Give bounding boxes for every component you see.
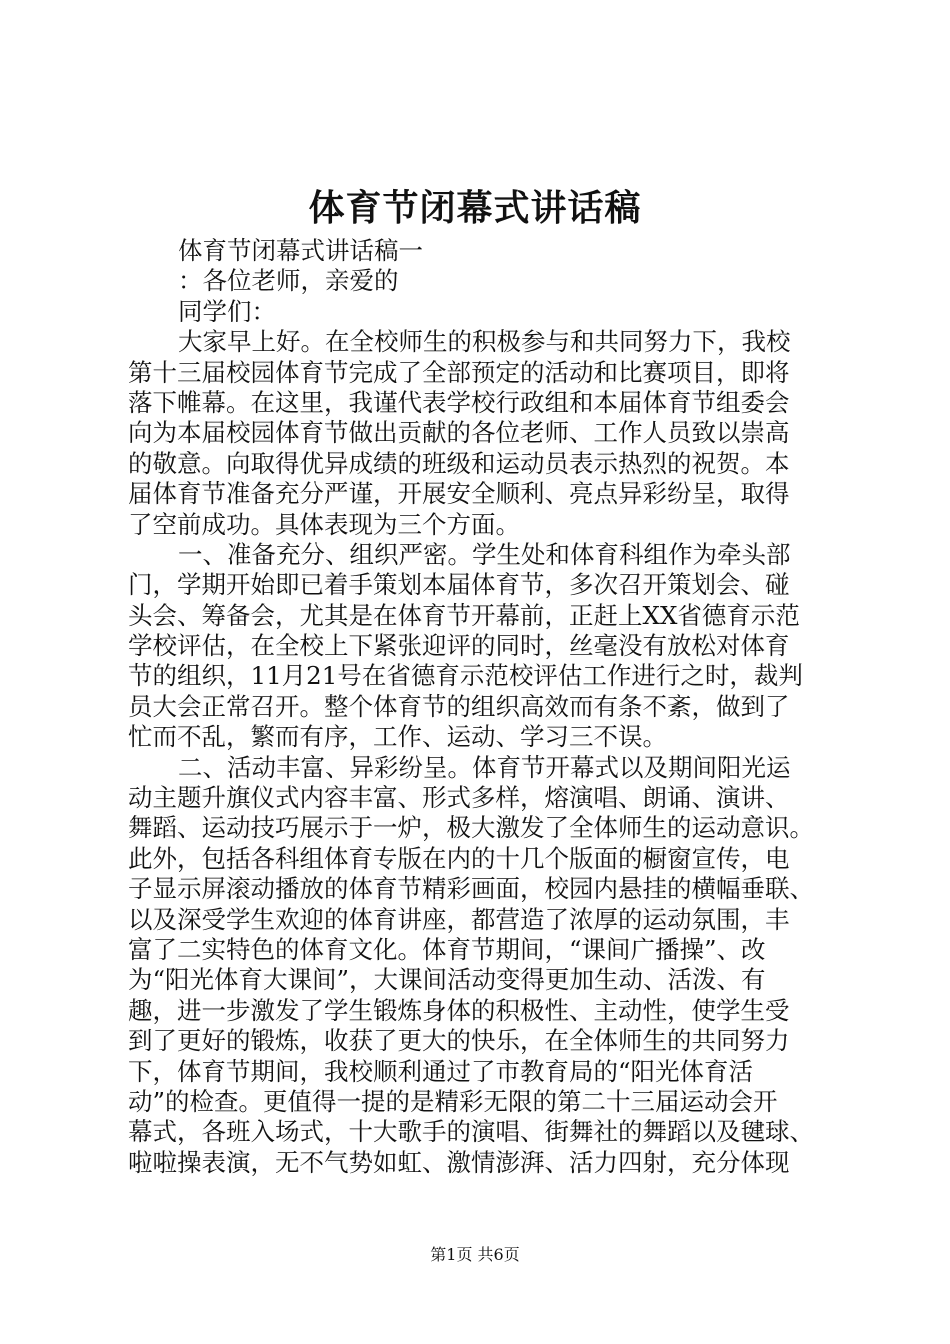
document-body [128,236,832,1178]
text-line: 同学们： [178,296,276,326]
text-line: 忙而不乱，繁而有序，工作、运动、学习三不误。 [128,722,667,752]
text-line: 动主题升旗仪式内容丰富、形式多样，熔演唱、朗诵、演讲、 [128,783,790,813]
text-line: 幕式，各班入场式，十大歌手的演唱、街舞社的舞蹈以及毽球、 [128,1117,814,1147]
text-line: 头会、筹备会，尤其是在体育节开幕前，正赶上XX省德育示范 [128,600,800,630]
text-line: 节的组织，11月21号在省德育示范校评估工作进行之时，裁判 [128,661,803,691]
text-line: 以及深受学生欢迎的体育讲座，都营造了浓厚的运动氛围，丰 [128,904,790,934]
text-line: 富了二实特色的体育文化。体育节期间，“课间广播操”、改 [128,934,766,964]
page-footer: 第1页 共6页 [430,1245,520,1264]
text-line: 第十三届校园体育节完成了全部预定的活动和比赛项目，即将 [128,357,790,387]
text-line: 子显示屏滚动播放的体育节精彩画面，校园内悬挂的横幅垂联、 [128,874,814,904]
text-line: 了空前成功。具体表现为三个方面。 [128,509,520,539]
text-line: 一、准备充分、组织严密。学生处和体育科组作为牵头部 [178,539,791,569]
text-line: 门，学期开始即已着手策划本届体育节，多次召开策划会、碰 [128,570,790,600]
text-line: 二、活动丰富、异彩纷呈。体育节开幕式以及期间阳光运 [178,752,791,782]
text-line: ：各位老师，亲爱的 [178,266,399,296]
text-line: 舞蹈、运动技巧展示于一炉，极大激发了全体师生的运动意识。 [128,813,814,843]
text-line: 员大会正常召开。整个体育节的组织高效而有条不紊，做到了 [128,691,790,721]
text-line: 趣，进一步激发了学生锻炼身体的积极性、主动性，使学生受 [128,995,790,1025]
text-line: 届体育节准备充分严谨，开展安全顺利、亮点异彩纷呈，取得 [128,479,790,509]
text-line: 动”的检查。更值得一提的是精彩无限的第二十三届运动会开 [128,1086,778,1116]
text-line: 啦啦操表演，无不气势如虹、激情澎湃、活力四射，充分体现 [128,1147,790,1177]
text-line: 到了更好的锻炼，收获了更大的快乐，在全体师生的共同努力 [128,1026,790,1056]
text-line: 的敬意。向取得优异成绩的班级和运动员表示热烈的祝贺。本 [128,448,790,478]
text-line: 大家早上好。在全校师生的积极参与和共同努力下，我校 [178,327,791,357]
text-line: 体育节闭幕式讲话稿一 [178,236,423,265]
text-line: 下，体育节期间，我校顺利通过了市教育局的“阳光体育活 [128,1056,754,1086]
text-line: 落下帷幕。在这里，我谨代表学校行政组和本届体育节组委会 [128,387,790,417]
text-line: 学校评估，在全校上下紧张迎评的同时，丝毫没有放松对体育 [128,631,790,661]
text-line: 此外，包括各科组体育专版在内的十几个版面的橱窗宣传，电 [128,843,790,873]
text-line: 向为本届校园体育节做出贡献的各位老师、工作人员致以崇高 [128,418,790,448]
text-line: 为“阳光体育大课间”，大课间活动变得更加生动、活泼、有 [128,965,766,995]
document-title: 体育节闭幕式讲话稿 [308,187,642,229]
